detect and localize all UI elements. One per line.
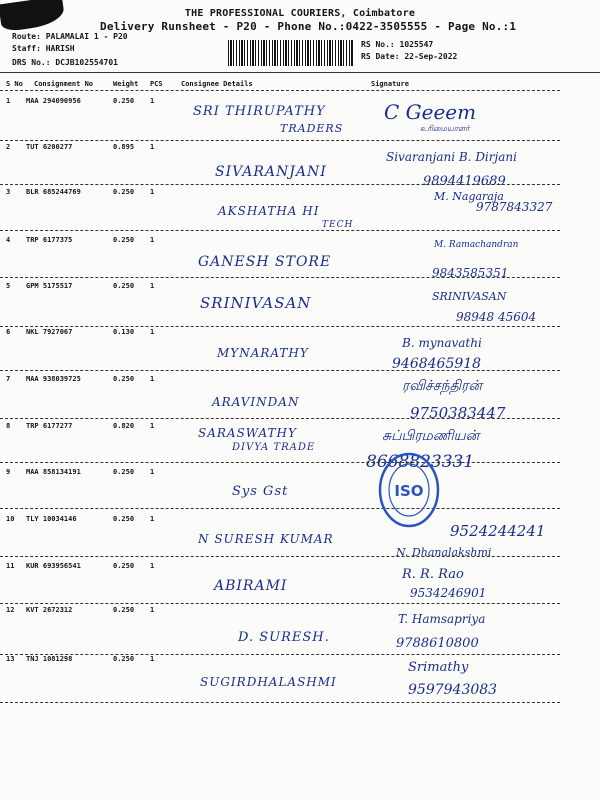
row-weight: 0.250 bbox=[113, 188, 135, 196]
row-signature: 9524244241 bbox=[450, 522, 546, 540]
row-sno: 11 bbox=[6, 562, 15, 570]
row-pcs: 1 bbox=[150, 562, 155, 570]
row-signature-line2: 9468465918 bbox=[392, 356, 482, 372]
row-consignee: MYNARATHY bbox=[217, 346, 309, 360]
row-signature-line2: N. Dhanalakshmi bbox=[396, 546, 492, 559]
row-pcs: 1 bbox=[150, 282, 155, 290]
row-sno: 1 bbox=[6, 97, 11, 105]
row-signature: C Geeem bbox=[384, 100, 477, 124]
row-consignment: MAA 294090956 bbox=[26, 97, 81, 105]
rs-number: RS No.: 1025547 bbox=[361, 40, 434, 49]
row-pcs: 1 bbox=[150, 328, 155, 336]
row-signature: Srimathy bbox=[408, 660, 469, 675]
company-seal-stamp bbox=[378, 452, 440, 528]
row-signature-line2: 9534246901 bbox=[410, 586, 487, 600]
row-sno: 3 bbox=[6, 188, 11, 196]
route-label: Route: PALAMALAI 1 - P20 bbox=[12, 32, 128, 41]
row-signature: M. Ramachandran bbox=[434, 240, 519, 250]
row-pcs: 1 bbox=[150, 188, 155, 196]
row-weight: 0.250 bbox=[113, 606, 135, 614]
row-signature: R. R. Rao bbox=[402, 567, 464, 582]
row-pcs: 1 bbox=[150, 97, 155, 105]
row-sno: 4 bbox=[6, 236, 11, 244]
row-consignee: SARASWATHY bbox=[198, 426, 297, 440]
row-pcs: 1 bbox=[150, 655, 155, 663]
row-pcs: 1 bbox=[150, 143, 155, 151]
row-consignment: KVT 2672312 bbox=[26, 606, 73, 614]
col-sno: S No bbox=[6, 80, 23, 88]
row-divider bbox=[0, 556, 560, 557]
staff-label: Staff: HARISH bbox=[12, 44, 75, 53]
row-signature-line2: 9843585351 bbox=[432, 266, 509, 280]
row-divider bbox=[0, 370, 560, 371]
row-divider bbox=[0, 418, 560, 419]
row-consignment: GPM 5175517 bbox=[26, 282, 73, 290]
row-consignment: BLR 685244769 bbox=[26, 188, 81, 196]
row-sno: 10 bbox=[6, 515, 15, 523]
row-divider bbox=[0, 230, 560, 231]
row-signature: M. Nagaraja bbox=[434, 190, 504, 203]
row-divider bbox=[0, 654, 560, 655]
col-consignee: Consignee Details bbox=[181, 80, 253, 88]
row-sno: 7 bbox=[6, 375, 11, 383]
row-sno: 5 bbox=[6, 282, 11, 290]
row-consignee-line2: TECH bbox=[322, 220, 354, 230]
row-sno: 13 bbox=[6, 655, 15, 663]
row-consignee: N SURESH KUMAR bbox=[198, 532, 334, 546]
row-divider bbox=[0, 326, 560, 327]
row-divider bbox=[0, 140, 560, 141]
row-consignee: D. SURESH. bbox=[238, 630, 330, 645]
row-signature-line2: உரிமையாளர் bbox=[420, 124, 470, 133]
row-pcs: 1 bbox=[150, 422, 155, 430]
row-weight: 0.250 bbox=[113, 562, 135, 570]
row-consignee-line2: TRADERS bbox=[280, 122, 344, 135]
row-consignee: SRI THIRUPATHY bbox=[193, 104, 326, 119]
row-consignment: TRP 6177277 bbox=[26, 422, 73, 430]
row-consignee: SIVARANJANI bbox=[215, 164, 327, 180]
row-pcs: 1 bbox=[150, 468, 155, 476]
row-consignment: MAA 938039725 bbox=[26, 375, 81, 383]
col-weight: Weight bbox=[113, 80, 139, 88]
row-weight: 0.820 bbox=[113, 422, 135, 430]
barcode bbox=[228, 40, 354, 66]
col-pcs: PCS bbox=[150, 80, 163, 88]
row-consignment: KUR 693956541 bbox=[26, 562, 81, 570]
row-consignee: ABIRAMI bbox=[214, 578, 288, 594]
row-signature-line2: 9787843327 bbox=[476, 200, 553, 214]
col-consignment: Consignment No bbox=[34, 80, 94, 88]
row-sno: 9 bbox=[6, 468, 11, 476]
row-pcs: 1 bbox=[150, 606, 155, 614]
row-consignee: GANESH STORE bbox=[198, 254, 332, 270]
row-divider bbox=[0, 462, 560, 463]
row-consignment: MAA 858134191 bbox=[26, 468, 81, 476]
row-consignee: AKSHATHA HI bbox=[218, 204, 320, 218]
row-weight: 0.250 bbox=[113, 236, 135, 244]
row-signature-line2: 9788610800 bbox=[396, 636, 479, 651]
row-divider bbox=[0, 702, 560, 703]
row-pcs: 1 bbox=[150, 515, 155, 523]
row-consignee: SRINIVASAN bbox=[200, 294, 312, 312]
row-consignment: TUT 6200277 bbox=[26, 143, 73, 151]
row-sno: 2 bbox=[6, 143, 11, 151]
row-signature: Sivaranjani B. Dirjani bbox=[386, 150, 517, 164]
row-sno: 8 bbox=[6, 422, 11, 430]
row-sno: 12 bbox=[6, 606, 15, 614]
column-header-divider bbox=[0, 90, 560, 91]
header-divider bbox=[0, 72, 600, 73]
row-consignee: SUGIRDHALASHMI bbox=[200, 675, 337, 689]
row-pcs: 1 bbox=[150, 236, 155, 244]
row-signature-line2: 8668823331 bbox=[366, 452, 475, 472]
stamp-label: ISO bbox=[394, 482, 424, 500]
row-signature-line2: 9750383447 bbox=[410, 404, 506, 422]
row-sno: 6 bbox=[6, 328, 11, 336]
row-consignee: ARAVINDAN bbox=[212, 395, 300, 409]
row-weight: 0.250 bbox=[113, 655, 135, 663]
row-consignee-line2: DIVYA TRADE bbox=[232, 442, 316, 453]
row-consignment: NKL 7927067 bbox=[26, 328, 73, 336]
row-weight: 0.250 bbox=[113, 97, 135, 105]
row-signature: SRINIVASAN bbox=[432, 290, 507, 303]
row-weight: 0.895 bbox=[113, 143, 135, 151]
company-title: THE PROFESSIONAL COURIERS, Coimbatore bbox=[184, 8, 416, 19]
rs-date: RS Date: 22-Sep-2022 bbox=[361, 52, 458, 61]
row-consignment: TNJ 1081298 bbox=[26, 655, 73, 663]
row-signature: T. Hamsapriya bbox=[398, 612, 486, 626]
row-signature-line2: 9894419689 bbox=[423, 174, 506, 189]
row-signature: B. mynavathi bbox=[402, 336, 482, 350]
row-divider bbox=[0, 277, 560, 278]
row-pcs: 1 bbox=[150, 375, 155, 383]
row-weight: 0.250 bbox=[113, 515, 135, 523]
row-divider bbox=[0, 603, 560, 604]
drs-number: DRS No.: DCJB102554701 bbox=[12, 58, 118, 67]
row-weight: 0.250 bbox=[113, 375, 135, 383]
row-signature: ரவிச்சந்திரன் bbox=[402, 378, 482, 394]
row-consignment: TRP 6177375 bbox=[26, 236, 73, 244]
row-divider bbox=[0, 184, 560, 185]
row-weight: 0.250 bbox=[113, 282, 135, 290]
row-weight: 0.130 bbox=[113, 328, 135, 336]
row-signature: சுப்பிரமணியன் bbox=[382, 428, 480, 444]
row-divider bbox=[0, 508, 560, 509]
runsheet-title: Delivery Runsheet - P20 - Phone No.:0422-3505555 - Page No.:1 bbox=[100, 20, 517, 33]
row-consignment: TLY 10034146 bbox=[26, 515, 77, 523]
row-weight: 0.250 bbox=[113, 468, 135, 476]
row-consignee: Sys Gst bbox=[232, 484, 289, 499]
col-signature: Signature bbox=[371, 80, 409, 88]
row-signature-line2: 98948 45604 bbox=[456, 310, 537, 324]
row-signature-line2: 9597943083 bbox=[408, 682, 498, 698]
